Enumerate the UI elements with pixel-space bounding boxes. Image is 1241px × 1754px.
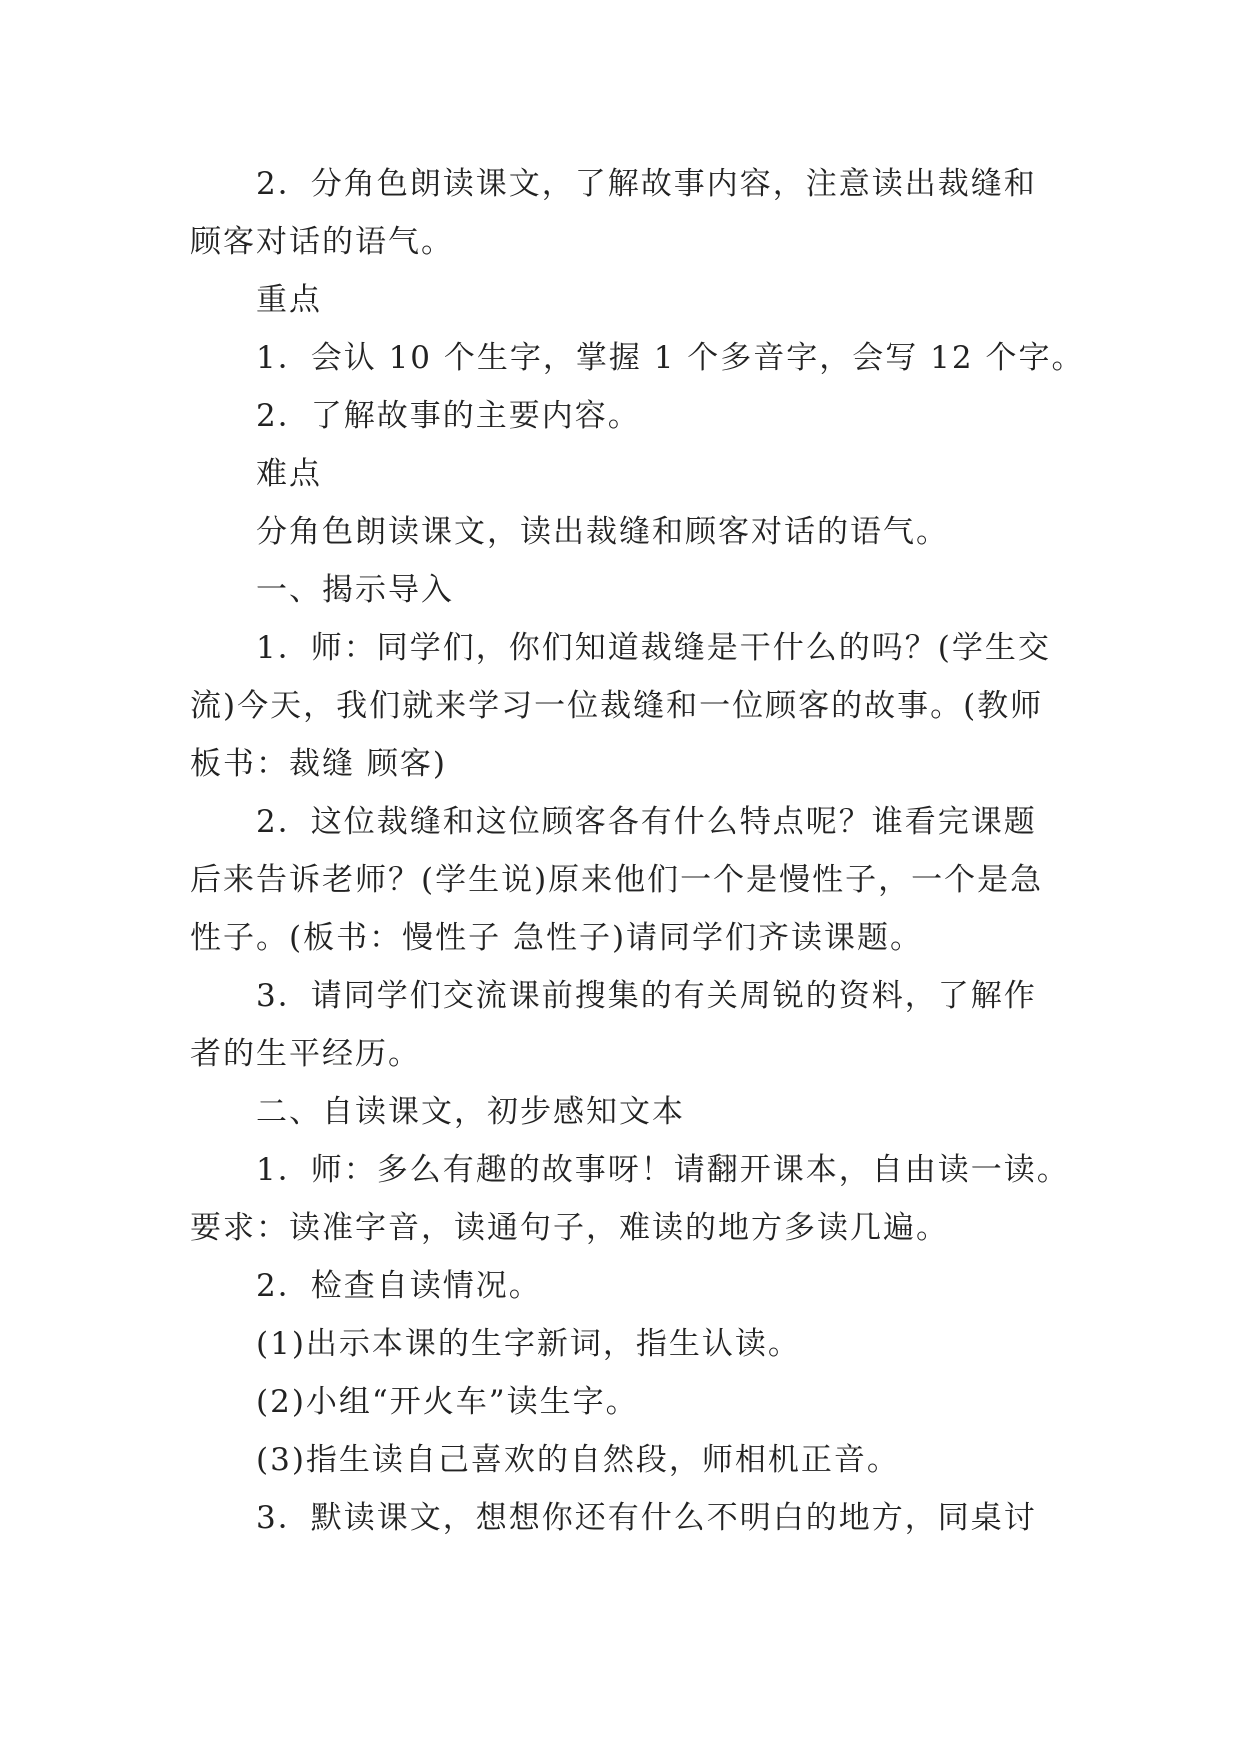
text-line: 分角色朗读课文，读出裁缝和顾客对话的语气。	[256, 514, 949, 550]
text-line: (3)指生读自己喜欢的自然段，师相机正音。	[256, 1442, 900, 1478]
section-heading: 一、揭示导入	[256, 572, 454, 608]
text-line: 2．这位裁缝和这位顾客各有什么特点呢？谁看完课题	[256, 804, 1037, 840]
heading-difficult-points: 难点	[256, 456, 322, 492]
text-line: 板书：裁缝 顾客)	[190, 746, 447, 782]
section-heading: 二、自读课文，初步感知文本	[256, 1094, 685, 1130]
text-line: 性子。(板书：慢性子 急性子)请同学们齐读课题。	[190, 920, 924, 956]
heading-key-points: 重点	[256, 282, 322, 318]
text-line: 后来告诉老师？(学生说)原来他们一个是慢性子，一个是急	[190, 862, 1044, 898]
text-line: 2．了解故事的主要内容。	[256, 398, 641, 434]
text-line: 顾客对话的语气。	[190, 224, 454, 260]
text-line: (2)小组“开火车”读生字。	[256, 1384, 639, 1420]
text-line: 2．分角色朗读课文，了解故事内容，注意读出裁缝和	[256, 166, 1037, 202]
text-line: (1)出示本课的生字新词，指生认读。	[256, 1326, 801, 1362]
text-line: 2．检查自读情况。	[256, 1268, 542, 1304]
text-line: 3．请同学们交流课前搜集的有关周锐的资料，了解作	[256, 978, 1037, 1014]
text-line: 流)今天，我们就来学习一位裁缝和一位顾客的故事。(教师	[190, 688, 1044, 724]
text-line: 1．会认 10 个生字，掌握 1 个多音字，会写 12 个字。	[256, 340, 1085, 376]
text-line: 3．默读课文，想想你还有什么不明白的地方，同桌讨	[256, 1500, 1037, 1536]
text-line: 要求：读准字音，读通句子，难读的地方多读几遍。	[190, 1210, 949, 1246]
text-line: 者的生平经历。	[190, 1036, 421, 1072]
text-line: 1．师：同学们，你们知道裁缝是干什么的吗？(学生交	[256, 630, 1051, 666]
text-line: 1．师：多么有趣的故事呀！请翻开课本，自由读一读。	[256, 1152, 1070, 1188]
